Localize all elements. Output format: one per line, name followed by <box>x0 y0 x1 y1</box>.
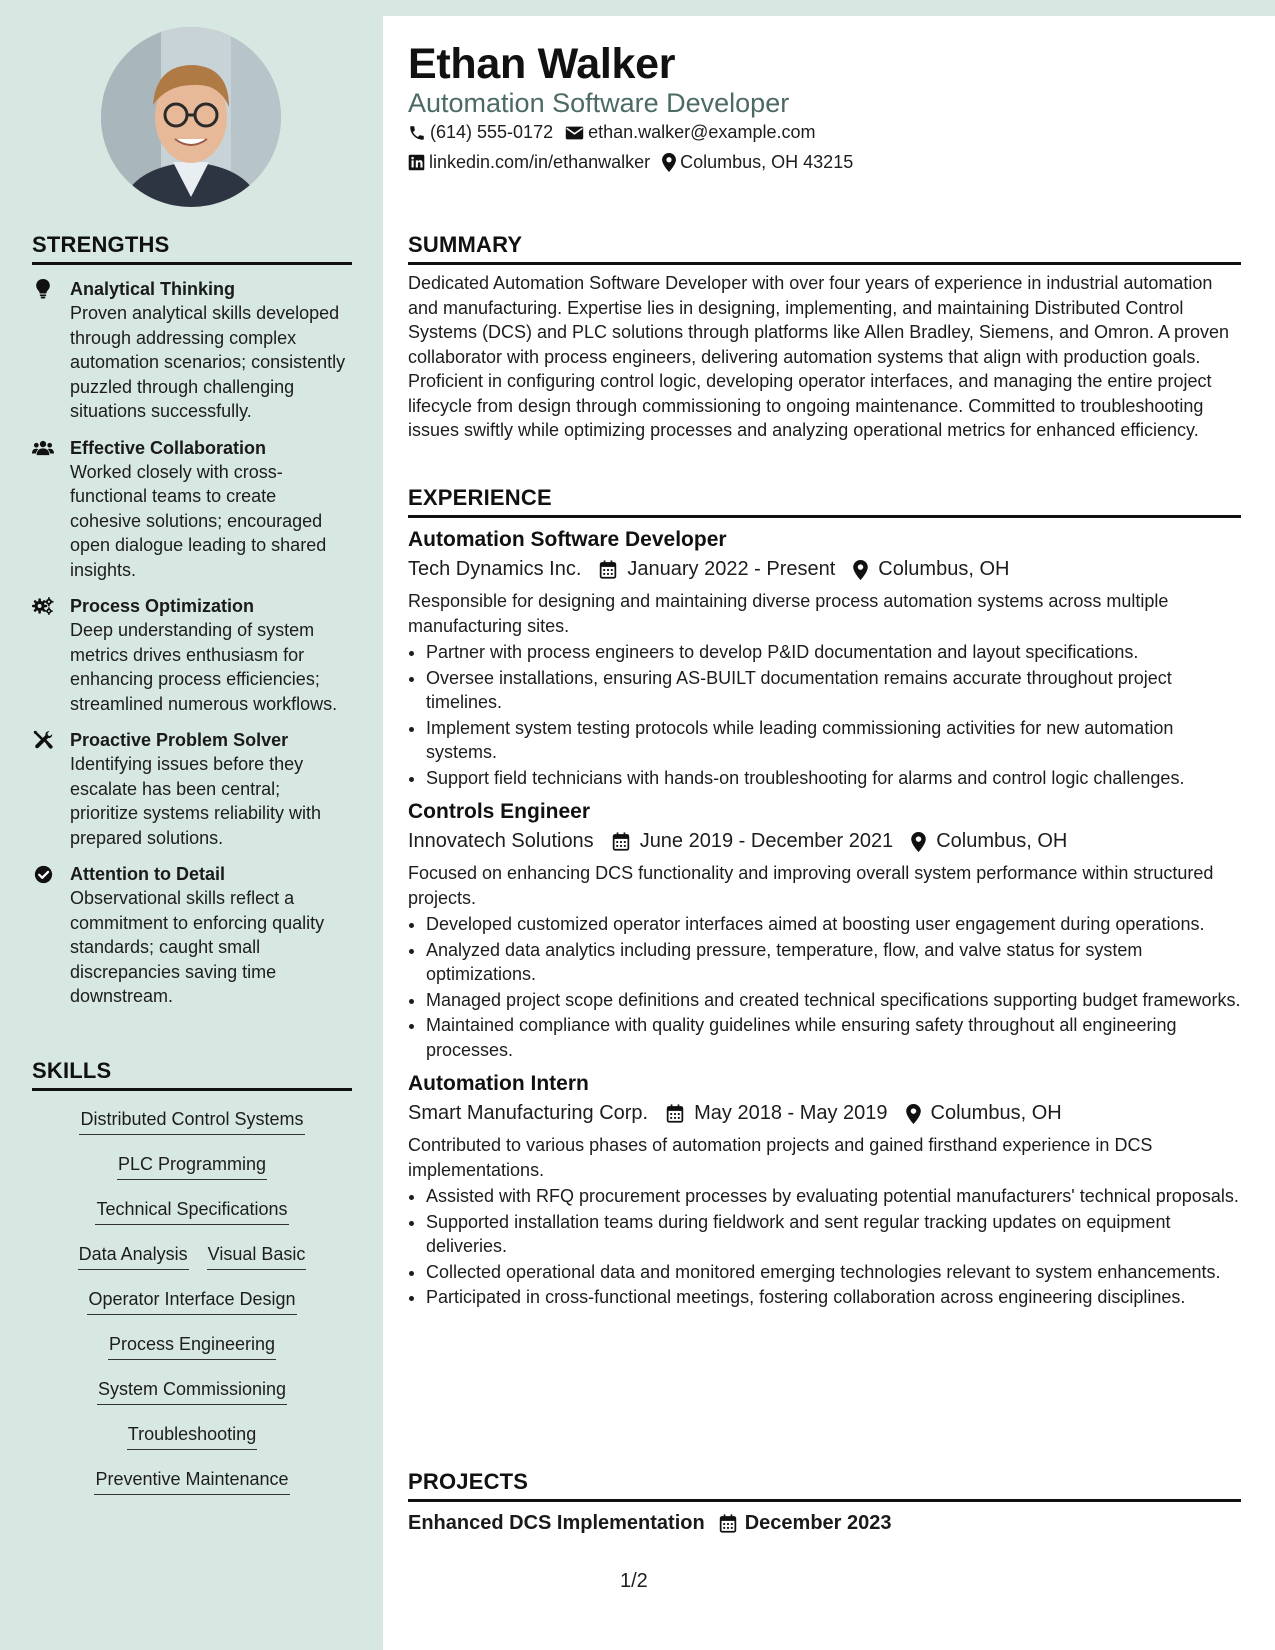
company-text: Smart Manufacturing Corp. <box>408 1102 649 1124</box>
job-bullets <box>408 912 1241 1062</box>
skill-tag: Troubleshooting <box>127 1422 257 1450</box>
envelope-icon <box>565 125 584 141</box>
dates-text: January 2022 - Present <box>627 558 836 580</box>
phone-icon <box>408 124 426 142</box>
job-title: Automation Software Developer <box>408 528 727 551</box>
strength-item <box>32 594 352 716</box>
projects-section <box>408 1469 1241 1535</box>
skill-row <box>32 1369 352 1414</box>
calendar-icon <box>599 560 617 579</box>
company-text: Tech Dynamics Inc. <box>408 558 582 580</box>
map-pin-icon <box>853 560 868 580</box>
linkedin-text[interactable]: linkedin.com/in/ethanwalker <box>429 152 651 172</box>
calendar-icon <box>719 1514 737 1533</box>
map-pin-icon <box>906 1104 921 1124</box>
portrait-image <box>101 27 281 207</box>
candidate-name: Ethan Walker <box>408 40 676 88</box>
job-bullet: • Managed project scope definitions and created technical specifications supporting budget frameworks. <box>426 988 1241 1013</box>
experience-section <box>408 485 1241 1311</box>
projects-title: PROJECTS <box>408 1469 1241 1502</box>
dates-text: June 2019 - December 2021 <box>639 830 894 852</box>
strengths-section <box>32 232 352 1009</box>
job-meta <box>408 558 1241 581</box>
linkedin-icon <box>408 154 425 171</box>
job-company <box>408 830 594 853</box>
project-title: Enhanced DCS Implementation <box>408 1512 705 1534</box>
job-intro: Focused on enhancing DCS functionality and improving overall system performance within structured projects. <box>408 863 1214 908</box>
page-number: 1/2 <box>620 1570 648 1592</box>
profile-photo <box>101 27 281 207</box>
job-bullet: • Oversee installations, ensuring AS-BUILT documentation remains accurate throughout project timelines. <box>426 666 1241 715</box>
lightbulb-icon <box>32 279 54 299</box>
strength-desc: Observational skills reflect a commitment to enforcing quality standards; caught small discrepancies saving time downstream. <box>70 888 325 1006</box>
job-meta <box>408 830 1241 853</box>
summary-section <box>408 232 1241 443</box>
gears-icon <box>32 596 54 616</box>
job-bullets <box>408 1184 1241 1310</box>
skill-tag: Preventive Maintenance <box>94 1467 289 1495</box>
skill-tag: Technical Specifications <box>95 1197 288 1225</box>
location-item <box>662 152 853 173</box>
skill-tag: System Commissioning <box>97 1377 287 1405</box>
contact-line-2 <box>408 152 865 173</box>
email-text[interactable]: ethan.walker@example.com <box>588 122 816 142</box>
strength-item <box>32 862 352 1009</box>
job-company <box>408 1102 648 1125</box>
job-bullet: • Collected operational data and monitored emerging technologies relevant to system enhancements. <box>426 1260 1241 1285</box>
summary-text: Dedicated Automation Software Developer with over four years of experience in industrial automation and manufacturing. Expertise lies in designing, implementing, and maintaining Distributed Control Systems (DCS) and PLC solutions through platforms like Allen Bradley, Siemens, and Omron. A proven collaborator with process engineers, delivering automation systems that align with production goals. Proficient in configuring control logic, developing operator interfaces, and managing the entire project lifecycle from design through commissioning to ongoing maintenance. Committed to troubleshooting issues swiftly while optimizing processes and analyzing operational metrics for enhanced efficiency. <box>408 273 1230 440</box>
job-location <box>853 558 1009 581</box>
job-location <box>906 1102 1062 1125</box>
skill-row <box>32 1414 352 1459</box>
sidebar <box>0 0 382 1650</box>
job-dates <box>599 558 835 581</box>
tools-icon <box>32 730 54 750</box>
job-location <box>911 830 1067 853</box>
strength-desc: Worked closely with cross-functional teams to create cohesive solutions; encouraged open dialogue leading to shared insights. <box>70 461 327 580</box>
job-bullet: • Support field technicians with hands-on troubleshooting for alarms and control logic challenges. <box>426 766 1241 791</box>
job-bullet: • Supported installation teams during fieldwork and sent regular tracking updates on equipment deliveries. <box>426 1210 1241 1259</box>
job-entry <box>408 528 1241 790</box>
job-bullet: • Assisted with RFQ procurement processes by evaluating potential manufacturers' technical proposals. <box>426 1184 1241 1209</box>
skill-tag: Data Analysis <box>78 1242 189 1270</box>
location-text: Columbus, OH 43215 <box>680 152 854 172</box>
job-title: Automation Intern <box>408 1072 589 1095</box>
project-header <box>408 1512 1241 1535</box>
phone-item <box>408 122 553 143</box>
location-text: Columbus, OH <box>930 1102 1062 1124</box>
location-text: Columbus, OH <box>878 558 1010 580</box>
job-entry <box>408 1072 1241 1310</box>
skill-tag: PLC Programming <box>117 1152 267 1180</box>
strength-desc: Proven analytical skills developed through addressing complex automation scenarios; consistently puzzled through challenging situations successfully. <box>70 303 346 421</box>
job-dates <box>612 830 894 853</box>
jobs-list <box>408 528 1241 1310</box>
skill-row <box>32 1279 352 1324</box>
skills-section <box>32 1058 352 1504</box>
job-bullet: • Participated in cross-functional meetings, fostering collaboration across engineering disciplines. <box>426 1285 1241 1310</box>
job-intro: Contributed to various phases of automation projects and gained firsthand experience in DCS implementations. <box>408 1135 1153 1180</box>
map-pin-icon <box>662 153 676 172</box>
strength-title: Attention to Detail <box>70 864 225 884</box>
strength-title: Process Optimization <box>70 596 255 616</box>
map-pin-icon <box>911 832 926 852</box>
calendar-icon <box>666 1104 684 1123</box>
phone-text: (614) 555-0172 <box>430 122 554 142</box>
strength-item <box>32 277 352 424</box>
skill-tag: Operator Interface Design <box>87 1287 296 1315</box>
skill-row <box>32 1234 352 1279</box>
job-bullet: • Implement system testing protocols while leading commissioning activities for new automation systems. <box>426 716 1241 765</box>
linkedin-item[interactable] <box>408 152 650 173</box>
users-icon <box>32 438 54 458</box>
skills-list <box>32 1091 352 1504</box>
strength-title: Effective Collaboration <box>70 437 267 458</box>
strength-desc: Identifying issues before they escalate has been central; prioritize systems reliability with prepared solutions. <box>70 754 322 848</box>
job-bullet: • Maintained compliance with quality guidelines while ensuring safety throughout all engineering processes. <box>426 1013 1241 1062</box>
strengths-list <box>32 277 352 1009</box>
job-entry <box>408 800 1241 1062</box>
job-bullet: • Developed customized operator interfaces aimed at boosting user engagement during operations. <box>426 912 1241 937</box>
location-text: Columbus, OH <box>936 830 1068 852</box>
strength-desc: Deep understanding of system metrics drives enthusiasm for enhancing process efficiencies; streamlined numerous workflows. <box>70 620 338 714</box>
skills-title: SKILLS <box>32 1058 352 1091</box>
skill-row <box>32 1459 352 1504</box>
main-content <box>383 16 1275 1650</box>
skill-row <box>32 1144 352 1189</box>
strength-item <box>32 436 352 583</box>
strength-item <box>32 728 352 850</box>
dates-text: May 2018 - May 2019 <box>694 1102 888 1124</box>
job-dates <box>666 1102 887 1125</box>
skill-row <box>32 1189 352 1234</box>
skill-row <box>32 1099 352 1144</box>
job-bullet: • Analyzed data analytics including pressure, temperature, flow, and valve status for system optimizations. <box>426 938 1241 987</box>
check-circle-icon <box>32 864 54 884</box>
skill-tag: Visual Basic <box>207 1242 307 1270</box>
email-item[interactable] <box>565 122 815 143</box>
skill-tag: Distributed Control Systems <box>79 1107 304 1135</box>
job-meta <box>408 1102 1241 1125</box>
experience-title: EXPERIENCE <box>408 485 1241 518</box>
job-title: Controls Engineer <box>408 800 591 823</box>
job-intro: Responsible for designing and maintaining diverse process automation systems across multiple manufacturing sites. <box>408 591 1169 636</box>
job-bullet: • Partner with process engineers to develop P&ID documentation and layout specifications. <box>426 640 1241 665</box>
contact-line-1 <box>408 122 827 143</box>
skill-row <box>32 1324 352 1369</box>
project-date: December 2023 <box>744 1512 892 1534</box>
strength-title: Proactive Problem Solver <box>70 730 289 750</box>
job-company <box>408 558 581 581</box>
calendar-icon <box>612 832 630 851</box>
company-text: Innovatech Solutions <box>408 830 594 852</box>
strengths-title: STRENGTHS <box>32 232 352 265</box>
summary-title: SUMMARY <box>408 232 1241 265</box>
candidate-role: Automation Software Developer <box>408 88 790 118</box>
job-bullets <box>408 640 1241 790</box>
strength-title: Analytical Thinking <box>70 279 236 299</box>
skill-tag: Process Engineering <box>108 1332 276 1360</box>
